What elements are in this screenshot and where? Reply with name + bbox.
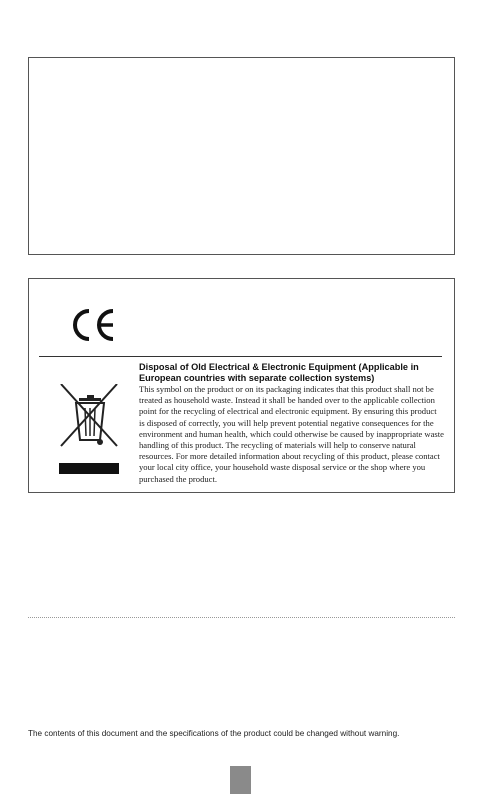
empty-frame-box bbox=[28, 57, 455, 255]
ce-mark-icon bbox=[69, 307, 119, 343]
dotted-divider bbox=[28, 617, 455, 618]
footer-disclaimer: The contents of this document and the specifications of the product could be changed without warning. bbox=[28, 729, 400, 738]
section-rule bbox=[39, 356, 442, 357]
weee-title: Disposal of Old Electrical & Electronic Equipment (Applicable in European countries with separate collection systems) bbox=[139, 362, 419, 383]
crossed-out-bin-icon bbox=[59, 384, 119, 476]
weee-notice-box bbox=[28, 278, 455, 493]
weee-body-text: This symbol on the product or on its packaging indicates that this product shall not be treated as household waste. Instead it shall be handed over to the applicable collection point for the recycling of electrical and electronic equipment. By ensuring this product is disposed of correctly, you will help prevent potential negative consequences for the environment and human health, which could otherwise be caused by inappropriate waste handling of this product. The recycling of materials will help to conserve natural resources. For more detailed information about recycling of this product, please contact your local city office, your household waste disposal service or the shop where you purchased the product. bbox=[139, 384, 444, 484]
page-number-tab bbox=[230, 766, 251, 794]
